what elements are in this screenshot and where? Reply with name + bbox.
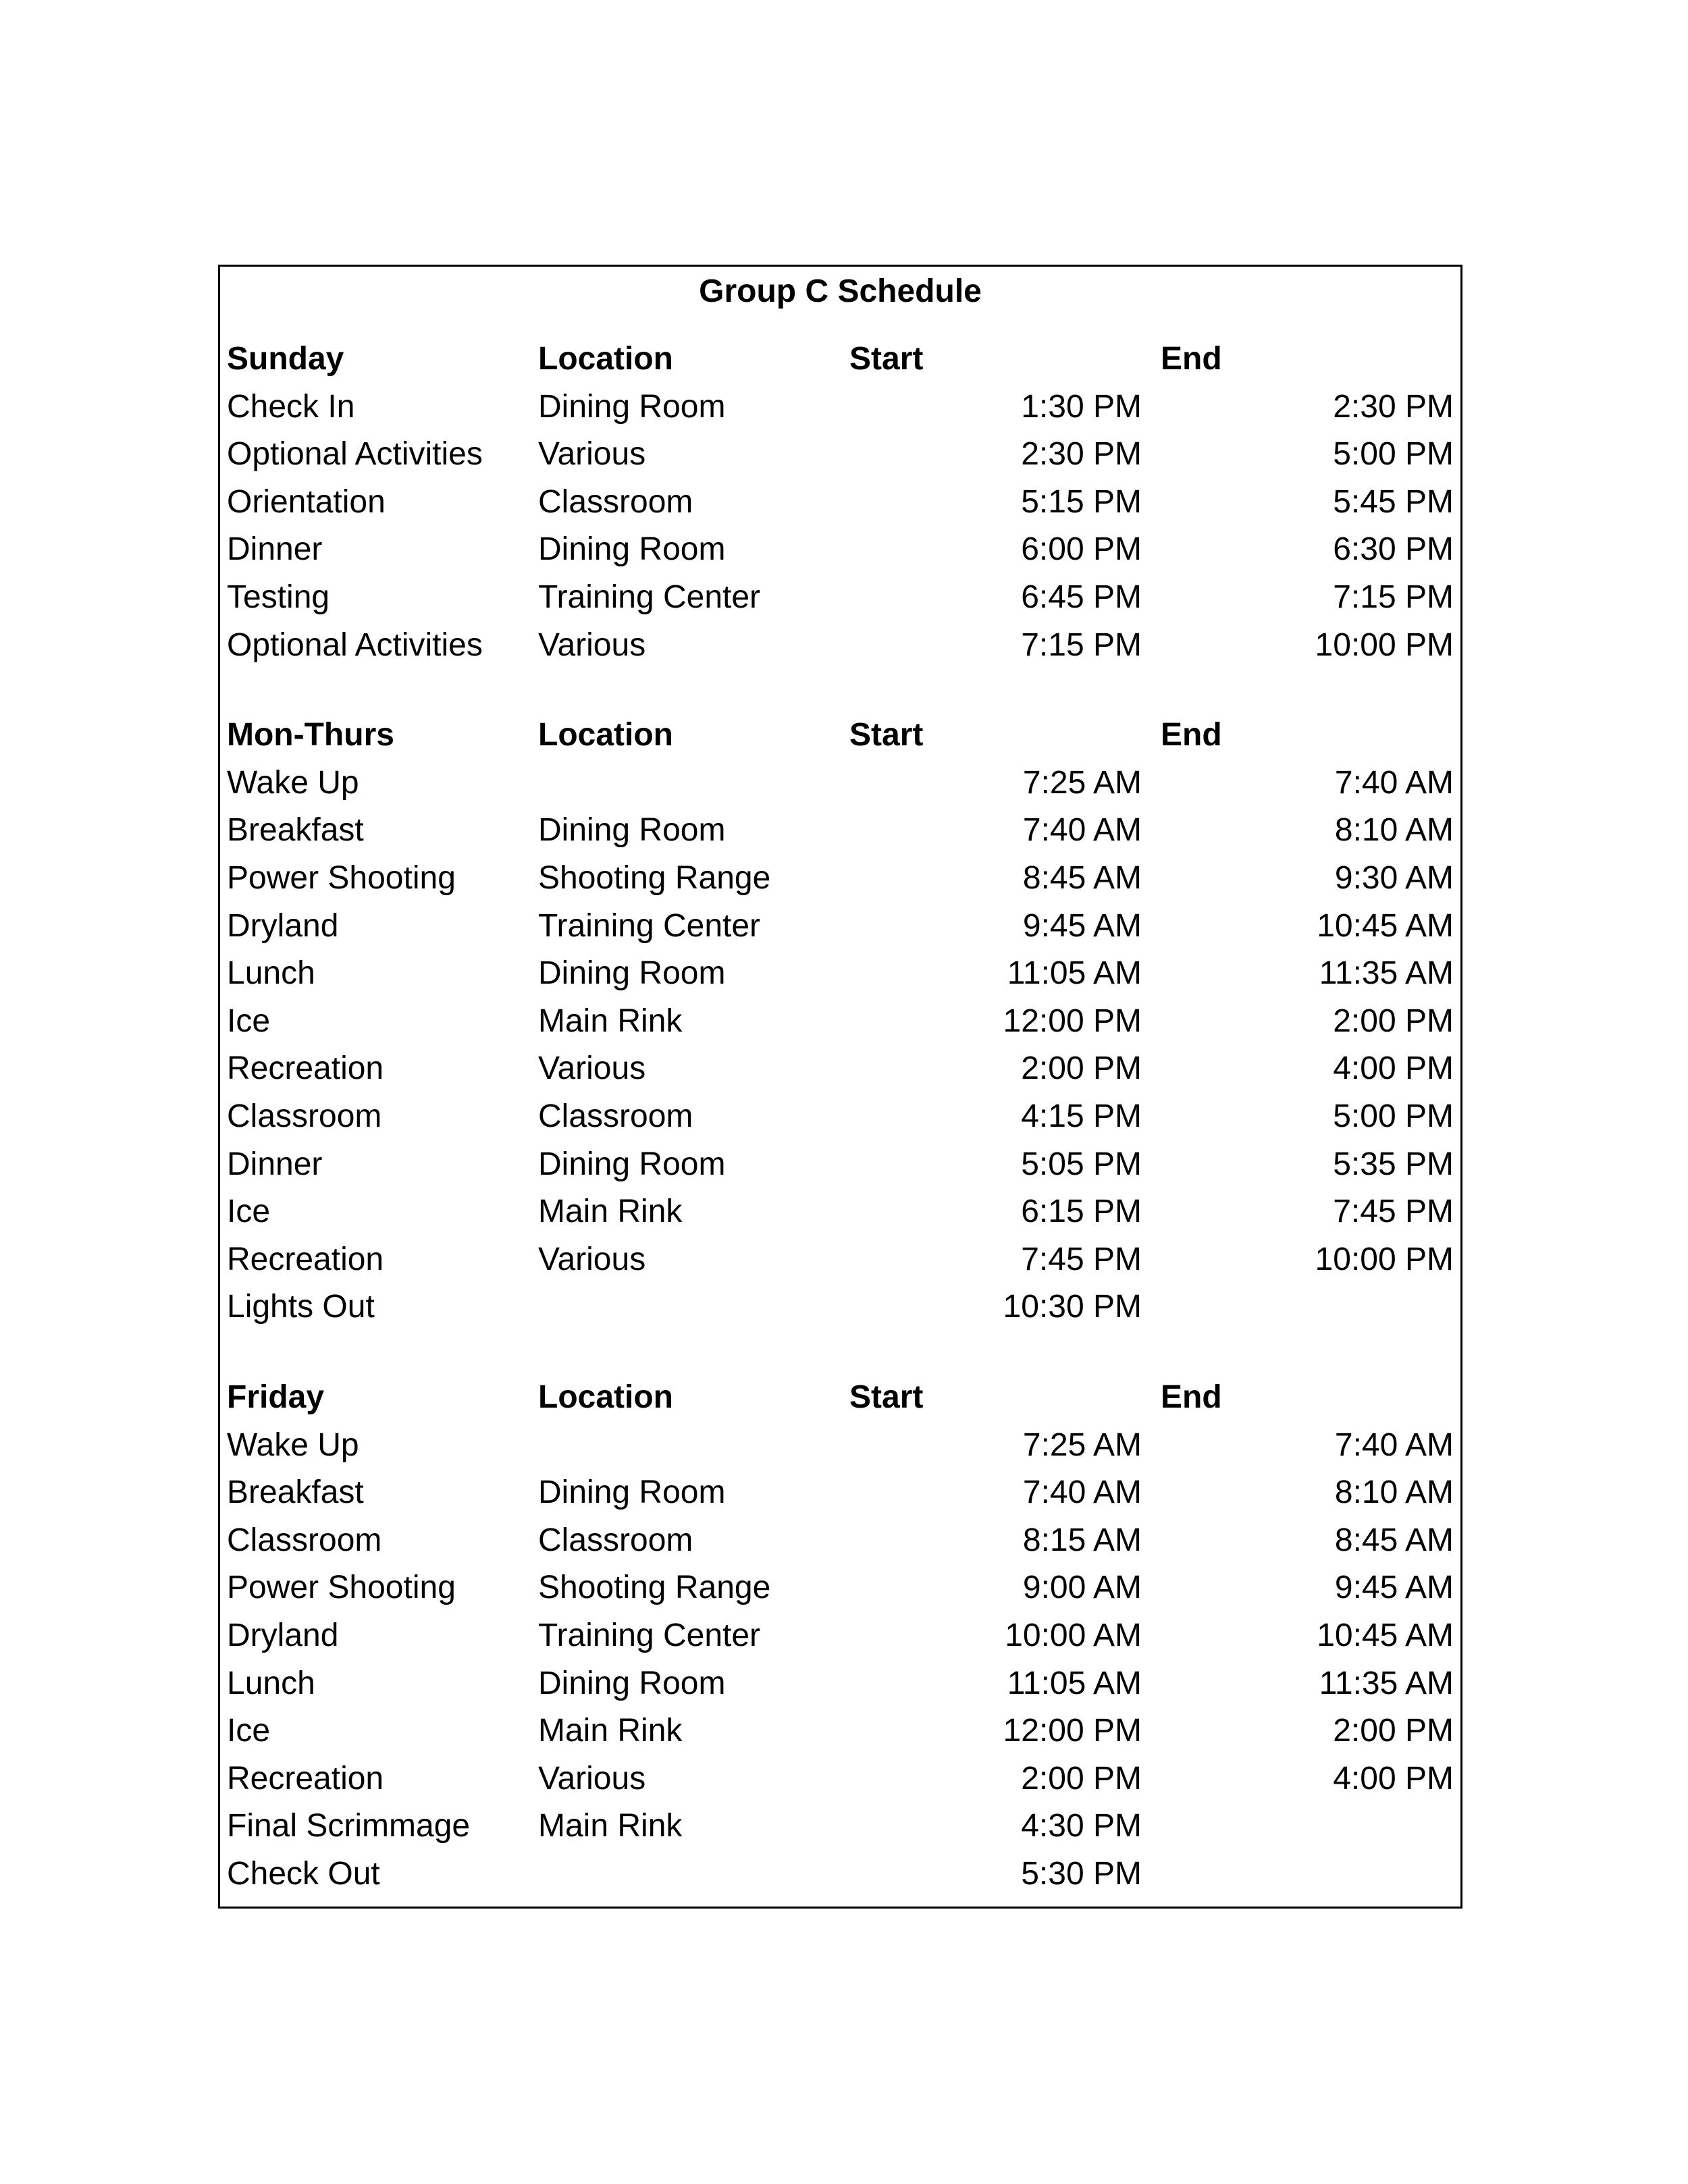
- end-time-cell: 5:35 PM: [1333, 1146, 1454, 1182]
- schedule-row: [220, 1188, 1460, 1235]
- location-cell: Dining Room: [538, 531, 726, 568]
- start-column-header: Start: [849, 717, 924, 753]
- start-time-cell: 4:15 PM: [1021, 1098, 1142, 1134]
- start-time-cell: 2:00 PM: [1021, 1050, 1142, 1087]
- end-column-header: End: [1161, 341, 1222, 377]
- section-header: [220, 1374, 1460, 1421]
- end-column-header: End: [1161, 717, 1222, 753]
- start-time-cell: 2:30 PM: [1021, 436, 1142, 473]
- start-time-cell: 4:30 PM: [1021, 1808, 1142, 1844]
- end-time-cell: 8:45 AM: [1334, 1522, 1454, 1558]
- location-cell: Main Rink: [538, 1194, 683, 1230]
- activity-cell: Recreation: [227, 1241, 384, 1277]
- start-time-cell: 6:00 PM: [1021, 531, 1142, 568]
- end-time-cell: 7:45 PM: [1333, 1194, 1454, 1230]
- end-time-cell: 6:30 PM: [1333, 531, 1454, 568]
- end-time-cell: 10:45 AM: [1317, 907, 1454, 944]
- activity-cell: Wake Up: [227, 764, 359, 801]
- day-heading: Sunday: [227, 341, 344, 377]
- start-time-cell: 9:00 AM: [1022, 1570, 1142, 1606]
- end-time-cell: 2:00 PM: [1333, 1003, 1454, 1039]
- location-cell: Main Rink: [538, 1713, 683, 1749]
- end-time-cell: 4:00 PM: [1333, 1760, 1454, 1796]
- start-time-cell: 9:45 AM: [1022, 907, 1142, 944]
- start-time-cell: 12:00 PM: [1003, 1713, 1142, 1749]
- activity-cell: Orientation: [227, 483, 386, 520]
- start-column-header: Start: [849, 341, 924, 377]
- schedule-row: [220, 950, 1460, 997]
- end-time-cell: 5:00 PM: [1333, 1098, 1454, 1134]
- activity-cell: Testing: [227, 579, 330, 615]
- activity-cell: Ice: [227, 1713, 271, 1749]
- schedule-row: [220, 807, 1460, 854]
- schedule-row: [220, 1564, 1460, 1612]
- end-time-cell: 8:10 AM: [1334, 1474, 1454, 1511]
- schedule-row: [220, 998, 1460, 1045]
- start-time-cell: 6:45 PM: [1021, 579, 1142, 615]
- location-cell: Various: [538, 627, 646, 663]
- location-cell: Dining Room: [538, 1665, 726, 1701]
- schedule-row: [220, 1093, 1460, 1140]
- schedule-row: [220, 1660, 1460, 1707]
- location-cell: Shooting Range: [538, 1570, 771, 1606]
- schedule-row: [220, 1517, 1460, 1564]
- location-cell: Main Rink: [538, 1808, 683, 1844]
- schedule-row: [220, 1755, 1460, 1803]
- location-cell: Various: [538, 1241, 646, 1277]
- activity-cell: Lunch: [227, 955, 315, 992]
- location-cell: Training Center: [538, 579, 761, 615]
- start-time-cell: 10:30 PM: [1003, 1289, 1142, 1325]
- activity-cell: Power Shooting: [227, 860, 456, 896]
- location-cell: Dining Room: [538, 1146, 726, 1182]
- end-time-cell: 9:45 AM: [1334, 1570, 1454, 1606]
- schedule-row: [220, 1850, 1460, 1898]
- location-cell: Training Center: [538, 1618, 761, 1653]
- location-column-header: Location: [538, 717, 673, 753]
- schedule-row: [220, 1422, 1460, 1469]
- end-time-cell: 11:35 AM: [1319, 1665, 1454, 1701]
- schedule-row: [220, 1612, 1460, 1659]
- schedule-row: [220, 526, 1460, 573]
- start-time-cell: 5:05 PM: [1021, 1146, 1142, 1182]
- start-time-cell: 11:05 AM: [1007, 1665, 1142, 1701]
- end-column-header: End: [1161, 1379, 1222, 1415]
- schedule-table: [218, 265, 1462, 1909]
- location-cell: Dining Room: [538, 1474, 726, 1511]
- schedule-row: [220, 383, 1460, 431]
- start-time-cell: 8:15 AM: [1022, 1522, 1142, 1558]
- activity-cell: Lunch: [227, 1665, 315, 1701]
- schedule-row: [220, 1469, 1460, 1516]
- location-cell: Dining Room: [538, 955, 726, 992]
- activity-cell: Dryland: [227, 907, 339, 944]
- activity-cell: Optional Activities: [227, 436, 483, 473]
- activity-cell: Check Out: [227, 1856, 380, 1892]
- start-time-cell: 7:45 PM: [1021, 1241, 1142, 1277]
- start-time-cell: 5:15 PM: [1021, 483, 1142, 520]
- start-time-cell: 7:40 AM: [1022, 1474, 1142, 1511]
- schedule-row: [220, 903, 1460, 950]
- start-time-cell: 8:45 AM: [1022, 860, 1142, 896]
- activity-cell: Dinner: [227, 1146, 323, 1182]
- location-cell: Various: [538, 1760, 646, 1796]
- schedule-row: [220, 1141, 1460, 1188]
- end-time-cell: 2:00 PM: [1333, 1713, 1454, 1749]
- location-cell: Dining Room: [538, 812, 726, 849]
- end-time-cell: 10:00 PM: [1315, 627, 1454, 663]
- end-time-cell: 8:10 AM: [1334, 812, 1454, 849]
- location-column-header: Location: [538, 341, 673, 377]
- location-cell: Shooting Range: [538, 860, 771, 896]
- activity-cell: Classroom: [227, 1522, 382, 1558]
- end-time-cell: 10:00 PM: [1315, 1241, 1454, 1277]
- schedule-row: [220, 855, 1460, 902]
- start-time-cell: 2:00 PM: [1021, 1760, 1142, 1796]
- start-time-cell: 1:30 PM: [1021, 388, 1142, 425]
- start-time-cell: 5:30 PM: [1021, 1856, 1142, 1892]
- activity-cell: Final Scrimmage: [227, 1808, 471, 1844]
- start-time-cell: 10:00 AM: [1005, 1618, 1142, 1653]
- start-time-cell: 6:15 PM: [1021, 1194, 1142, 1230]
- location-cell: Classroom: [538, 1098, 693, 1134]
- start-time-cell: 11:05 AM: [1007, 955, 1142, 992]
- end-time-cell: 10:45 AM: [1317, 1618, 1454, 1653]
- location-cell: Classroom: [538, 1522, 693, 1558]
- schedule-row: [220, 431, 1460, 478]
- schedule-row: [220, 1045, 1460, 1092]
- activity-cell: Classroom: [227, 1098, 382, 1134]
- section-header: [220, 712, 1460, 759]
- section-header: [220, 336, 1460, 383]
- location-cell: Dining Room: [538, 388, 726, 425]
- activity-cell: Check In: [227, 388, 355, 425]
- activity-cell: Breakfast: [227, 1474, 364, 1511]
- start-time-cell: 7:15 PM: [1021, 627, 1142, 663]
- activity-cell: Ice: [227, 1003, 271, 1039]
- activity-cell: Dryland: [227, 1618, 339, 1653]
- start-column-header: Start: [849, 1379, 924, 1415]
- activity-cell: Dinner: [227, 531, 323, 568]
- location-cell: Training Center: [538, 907, 761, 944]
- end-time-cell: 4:00 PM: [1333, 1050, 1454, 1087]
- activity-cell: Breakfast: [227, 812, 364, 849]
- activity-cell: Recreation: [227, 1050, 384, 1087]
- start-time-cell: 7:25 AM: [1022, 1427, 1142, 1463]
- schedule-row: [220, 574, 1460, 621]
- activity-cell: Optional Activities: [227, 627, 483, 663]
- activity-cell: Ice: [227, 1194, 271, 1230]
- end-time-cell: 7:40 AM: [1334, 1427, 1454, 1463]
- end-time-cell: 7:40 AM: [1334, 764, 1454, 801]
- activity-cell: Recreation: [227, 1760, 384, 1796]
- activity-cell: Lights Out: [227, 1289, 375, 1325]
- location-cell: Classroom: [538, 483, 693, 520]
- schedule-row: [220, 1707, 1460, 1755]
- start-time-cell: 12:00 PM: [1003, 1003, 1142, 1039]
- end-time-cell: 11:35 AM: [1319, 955, 1454, 992]
- schedule-row: [220, 1283, 1460, 1331]
- end-time-cell: 5:00 PM: [1333, 436, 1454, 473]
- schedule-row: [220, 760, 1460, 807]
- schedule-row: [220, 1803, 1460, 1850]
- start-time-cell: 7:25 AM: [1022, 764, 1142, 801]
- activity-cell: Power Shooting: [227, 1570, 456, 1606]
- schedule-row: [220, 1236, 1460, 1283]
- schedule-row: [220, 479, 1460, 526]
- start-time-cell: 7:40 AM: [1022, 812, 1142, 849]
- activity-cell: Wake Up: [227, 1427, 359, 1463]
- end-time-cell: 7:15 PM: [1333, 579, 1454, 615]
- location-cell: Various: [538, 1050, 646, 1087]
- location-column-header: Location: [538, 1379, 673, 1415]
- end-time-cell: 2:30 PM: [1333, 388, 1454, 425]
- day-heading: Mon-Thurs: [227, 717, 394, 753]
- location-cell: Various: [538, 436, 646, 473]
- schedule-row: [220, 622, 1460, 669]
- end-time-cell: 9:30 AM: [1334, 860, 1454, 896]
- day-heading: Friday: [227, 1379, 325, 1415]
- location-cell: Main Rink: [538, 1003, 683, 1039]
- end-time-cell: 5:45 PM: [1333, 483, 1454, 520]
- schedule-title: Group C Schedule: [699, 273, 982, 309]
